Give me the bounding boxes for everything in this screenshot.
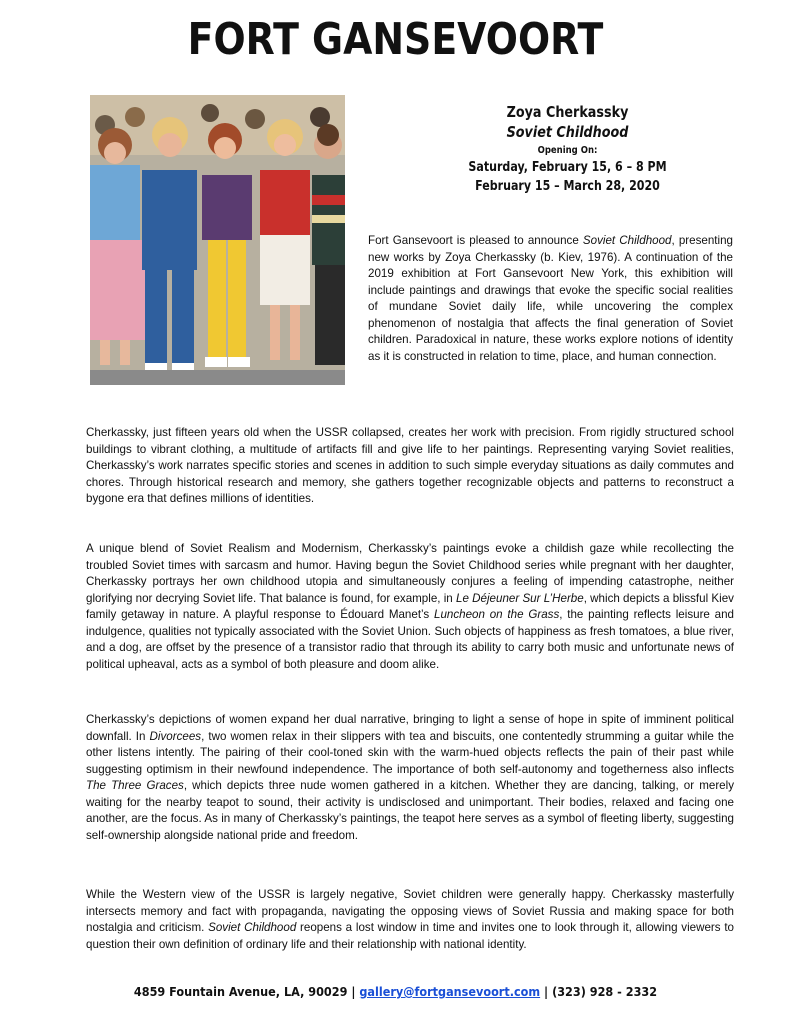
body-paragraph-3: Cherkassky’s depictions of women expand her dual narrative, bringing to light a sense of hope in spite of imminent political downfall. In Divorcees, two women relax in their slippers with tea and biscuits, one contentedly strumming a guitar while the other listens intently. The pairing of their cool-toned skin with the warm-hued objects reflects the pain of their past while suggesting optimism in their newfound independence. The importance of both self-autonomy and togetherness also inflects The Three Graces, which depicts three nude women gathered in a kitchen. Whether they are dancing, talking, or merely waiting for the nearby teapot to sound, their activity is undisclosed and unimportant. Their bodies, relaxed and facing one another, are the focus. As in many of Cherkassky’s paintings, the teapot here serves as a symbol of fleeting liberty, suggesting self-ownership alongside national pride and freedom. [86,713,734,842]
opening-date: Saturday, February 15, 6 – 8 PM [468,160,667,175]
opening-label: Opening On: [537,145,598,156]
artist-name: Zoya Cherkassky [506,103,629,121]
footer-separator: | [347,984,360,999]
body-paragraph-2: A unique blend of Soviet Realism and Modernism, Cherkassky’s paintings evoke a childish gaze while recollecting the troubled Soviet times with sarcasm and humor. Having begun the Soviet Childhood series while pregnant with her daughter, Cherkassky portrays her own childhood utopia and simultaneously conjures a feeling of impending catastrophe, neither glorifying nor decrying Soviet life. That balance is found, for example, in Le Déjeuner Sur L’Herbe, which depicts a blissful Kiev family getaway in nature. A playful response to Édouard Manet’s Luncheon on the Grass, the painting reflects leisure and indulgence, qualities not typically associated with the Soviet Union. Such objects of happiness as fresh tomatoes, a blue river, and a dog, are offset by the presence of a transistor radio that through its ability to carry both music and unfortunate news of political upheaval, acts as a symbol of both pleasure and doom alike. [86,542,735,671]
footer-separator: | [540,984,553,999]
body-paragraph-1: Cherkassky, just fifteen years old when the USSR collapsed, creates her work with precision. From rigidly structured school buildings to vibrant clothing, a multitude of artifacts fill and give life to her paintings. Representing varying Soviet realities, Cherkassky’s work narrates specific stories and scenes in addition to such simple everyday situations as daily commutes and chores. Through historical research and memory, she gathers together recognizable objects and patterns to reconstruct a bygone era that defines millions of identities. [86,426,734,505]
footer-contact [40,984,752,999]
exhibition-title: Soviet Childhood [506,123,629,141]
painting-image [90,95,345,385]
run-dates: February 15 – March 28, 2020 [475,179,660,194]
footer-phone: (323) 928 - 2332 [552,984,658,999]
gallery-logo: FORT GANSEVOORT [187,14,604,65]
body-paragraph-4: While the Western view of the USSR is largely negative, Soviet children were generally happy. Cherkassky masterfully intersects memory and fact with propaganda, navigating the opposing views of Soviet Russia and making space for both nostalgia and criticism. Soviet Childhood reopens a lost window in time and invites one to look through it, allowing viewers to question their own definition of ordinary life and their relationship with national identity. [86,888,734,951]
intro-paragraph: Fort Gansevoort is pleased to announce Soviet Childhood, presenting new works by Zoya Cherkassky (b. Kiev, 1976). A continuation of the 2019 exhibition at Fort Gansevoort New York, this exhibition will include paintings and drawings that evoke the specific social realities of mundane Soviet daily life, while uncovering the complex phenomenon of nostalgia that affects the final generation of Soviet children. Paradoxical in nature, these works explore notions of identity as it is constructed in relation to time, place, and human connection. [368,234,733,363]
painting-illustration [90,95,345,385]
footer-email-link[interactable]: gallery@fortgansevoort.com [359,984,541,999]
exhibition-header [380,102,755,196]
footer-address: 4859 Fountain Avenue, LA, 90029 [133,984,348,999]
